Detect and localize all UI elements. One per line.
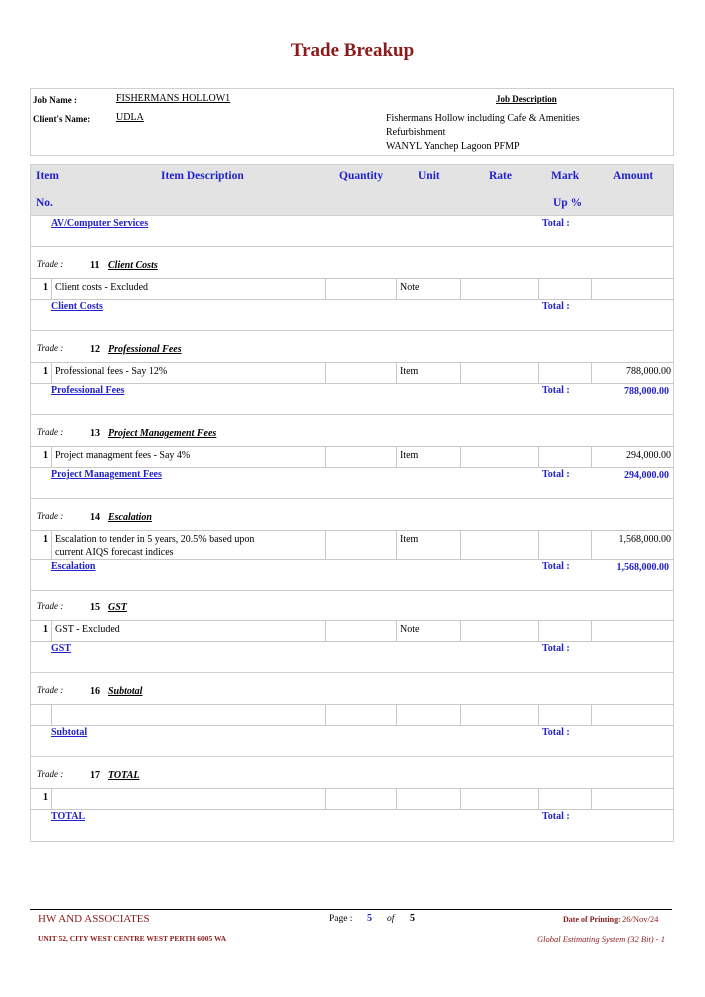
table-row [30, 530, 674, 560]
item-quantity [325, 363, 396, 383]
item-markup [538, 447, 591, 467]
item-description-line-1: GST - Excluded [55, 624, 120, 635]
trade-label: Trade : [37, 427, 64, 437]
item-description [51, 705, 325, 725]
section-divider [30, 246, 674, 247]
col-item: Item [36, 170, 59, 182]
item-unit [396, 705, 460, 725]
table-row [30, 620, 674, 642]
trade-total-label: Total : [542, 811, 570, 822]
item-description [51, 621, 325, 641]
item-amount [591, 705, 674, 725]
item-rate [460, 531, 538, 559]
item-description [51, 363, 325, 383]
item-number [30, 705, 51, 725]
trade-number: 11 [90, 260, 100, 271]
footer-rule [30, 909, 672, 910]
trade-total-value: 294,000.00 [624, 470, 669, 481]
item-amount: 294,000.00 [591, 447, 674, 467]
trade-total-label: Total : [542, 561, 570, 572]
trade-total-label: Total : [542, 643, 570, 654]
footer-page-number: 5 [367, 913, 372, 924]
item-markup [538, 363, 591, 383]
trade-total-label: Total : [542, 469, 570, 480]
trade-total-label: Total : [542, 218, 570, 229]
item-number: 1 [43, 624, 48, 635]
table-row [30, 278, 674, 300]
section-divider [30, 498, 674, 499]
item-unit: Item [396, 531, 460, 559]
item-amount: 1,568,000.00 [591, 531, 674, 559]
trade-number: 13 [90, 428, 100, 439]
item-rate [460, 447, 538, 467]
col-item-no: No. [36, 197, 53, 209]
trade-number: 15 [90, 602, 100, 613]
trade-total-value: 1,568,000.00 [616, 562, 669, 573]
table-row [30, 446, 674, 468]
trade-total-name[interactable]: Subtotal [51, 727, 88, 738]
trade-label: Trade : [37, 511, 64, 521]
item-markup [538, 531, 591, 559]
page-title: Trade Breakup [290, 40, 415, 61]
trade-total-label: Total : [542, 301, 570, 312]
item-rate [460, 789, 538, 809]
column-header [30, 164, 674, 216]
item-rate [460, 705, 538, 725]
col-amount: Amount [613, 170, 654, 182]
table-row [30, 788, 674, 810]
item-amount [591, 279, 674, 299]
item-quantity [325, 789, 396, 809]
trade-total-name[interactable]: AV/Computer Services [51, 218, 149, 229]
item-description-line-2: current AIQS forecast indices [55, 547, 174, 558]
section-divider [30, 672, 674, 673]
footer-company: HW AND ASSOCIATES [38, 913, 150, 925]
trade-total-label: Total : [542, 385, 570, 396]
footer-date-value: 26/Nov/24 [622, 914, 659, 924]
item-description-line-1: Professional fees - Say 12% [55, 366, 168, 377]
footer-date-label: Date of Printing: [563, 915, 621, 924]
trade-name[interactable]: Escalation [108, 512, 152, 523]
trade-total-name[interactable]: Client Costs [51, 301, 103, 312]
trade-name[interactable]: Client Costs [108, 260, 158, 271]
trade-label: Trade : [37, 259, 64, 269]
col-unit: Unit [418, 170, 440, 182]
trade-number: 16 [90, 686, 100, 697]
footer-page-total: 5 [410, 913, 415, 924]
trade-label: Trade : [37, 769, 64, 779]
trade-total-name[interactable]: Escalation [51, 561, 96, 572]
trade-total-name[interactable]: Professional Fees [51, 385, 125, 396]
trade-number: 12 [90, 344, 100, 355]
item-markup [538, 705, 591, 725]
footer-address: UNIT 52, CITY WEST CENTRE WEST PERTH 6005 WA [38, 934, 227, 943]
col-rate: Rate [489, 170, 512, 182]
job-name-label: Job Name : [33, 95, 77, 105]
trade-name[interactable]: Subtotal [108, 686, 143, 697]
item-quantity [325, 531, 396, 559]
client-name-label: Client's Name: [33, 114, 91, 124]
col-description: Item Description [161, 170, 244, 182]
item-description [51, 789, 325, 809]
trade-total-name[interactable]: Project Management Fees [51, 469, 162, 480]
item-unit: Item [396, 363, 460, 383]
item-rate [460, 279, 538, 299]
item-amount [591, 621, 674, 641]
trade-total-label: Total : [542, 727, 570, 738]
section-divider [30, 590, 674, 591]
trade-number: 17 [90, 770, 100, 781]
footer-of-label: of [387, 914, 395, 924]
item-amount: 788,000.00 [591, 363, 674, 383]
item-quantity [325, 621, 396, 641]
item-description-line-1: Project managment fees - Say 4% [55, 450, 191, 461]
job-name-value: FISHERMANS HOLLOW1 [116, 93, 231, 104]
footer-page-label: Page : [329, 914, 353, 924]
job-description-line-2: Refurbishment [386, 127, 446, 138]
section-divider [30, 414, 674, 415]
item-description-line-1: Escalation to tender in 5 years, 20.5% based upon [55, 534, 255, 545]
col-quantity: Quantity [339, 170, 384, 182]
item-number: 1 [43, 366, 48, 377]
trade-total-name[interactable]: GST [51, 643, 72, 654]
item-quantity [325, 279, 396, 299]
trade-name[interactable]: Professional Fees [108, 344, 182, 355]
trade-label: Trade : [37, 685, 64, 695]
item-description [51, 279, 325, 299]
item-rate [460, 621, 538, 641]
trade-number: 14 [90, 512, 100, 523]
trade-name[interactable]: TOTAL [108, 770, 140, 781]
footer-system: Global Estimating System (32 Bit) - 1 [537, 934, 665, 944]
table-row [30, 362, 674, 384]
trade-total-value: 788,000.00 [624, 386, 669, 397]
item-number: 1 [43, 534, 48, 545]
item-unit: Note [396, 279, 460, 299]
item-unit: Item [396, 447, 460, 467]
trade-label: Trade : [37, 601, 64, 611]
item-quantity [325, 705, 396, 725]
item-rate [460, 363, 538, 383]
job-description-heading: Job Description [496, 94, 557, 104]
item-quantity [325, 447, 396, 467]
trade-name[interactable]: GST [108, 602, 127, 613]
col-markup: Up % [553, 197, 583, 209]
col-mark: Mark [551, 170, 580, 182]
trade-name[interactable]: Project Management Fees [108, 428, 217, 439]
trade-label: Trade : [37, 343, 64, 353]
section-divider [30, 756, 674, 757]
job-description-line-1: Fishermans Hollow including Cafe & Amenities [386, 113, 580, 124]
item-markup [538, 789, 591, 809]
item-unit [396, 789, 460, 809]
item-description [51, 531, 325, 559]
item-number: 1 [43, 450, 48, 461]
item-amount [591, 789, 674, 809]
trade-table-frame [30, 216, 674, 842]
trade-total-name[interactable]: TOTAL [51, 811, 86, 822]
item-description [51, 447, 325, 467]
item-number: 1 [43, 282, 48, 293]
item-number: 1 [43, 792, 48, 803]
job-info-box [30, 88, 674, 156]
section-divider [30, 330, 674, 331]
item-markup [538, 279, 591, 299]
item-markup [538, 621, 591, 641]
client-name-value: UDLA [116, 112, 144, 123]
table-row [30, 704, 674, 726]
item-description-line-1: Client costs - Excluded [55, 282, 149, 293]
job-description-line-3: WANYL Yanchep Lagoon PFMP [386, 141, 520, 152]
item-unit: Note [396, 621, 460, 641]
